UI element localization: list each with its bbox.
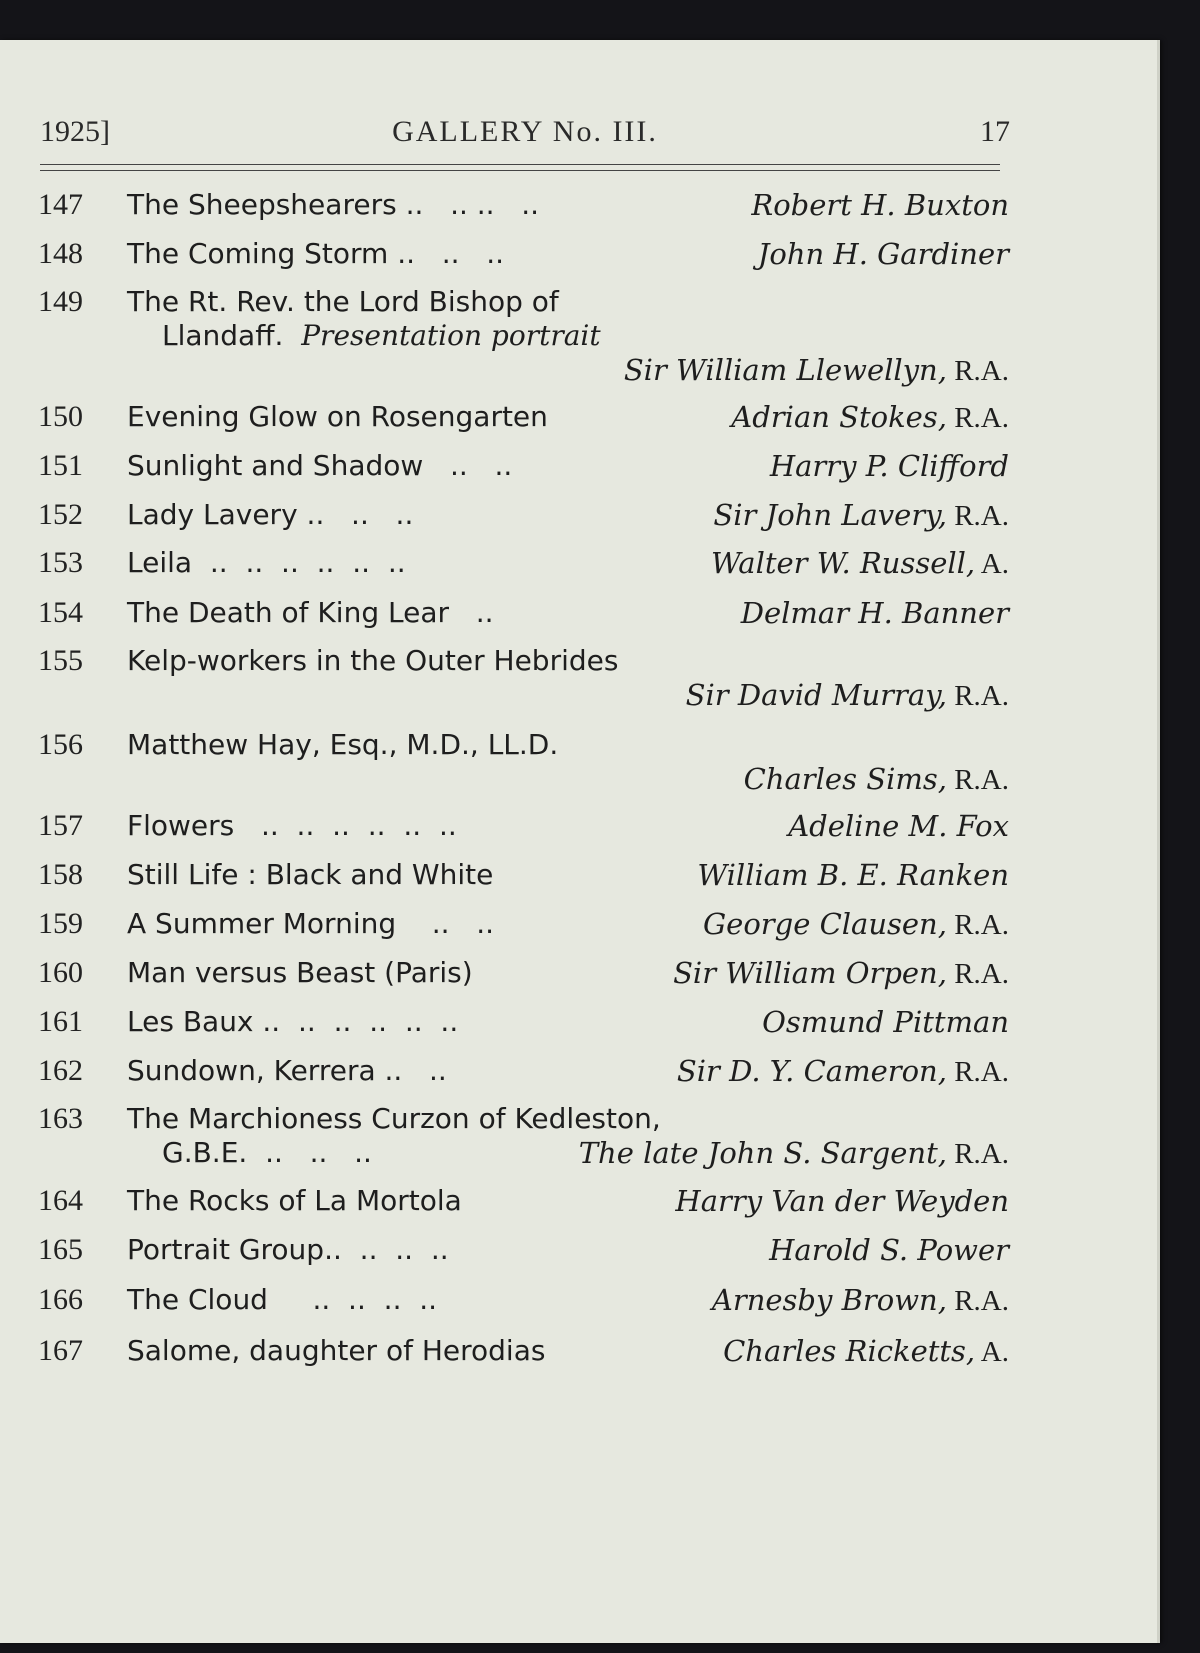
catalogue-list	[0, 40, 1157, 1643]
entry-title: Matthew Hay, Esq., M.D., LL.D.	[127, 728, 559, 761]
entry-number: 147	[38, 188, 83, 221]
entry-number: 162	[38, 1054, 83, 1087]
entry-number: 155	[38, 644, 83, 677]
entry-title: The Marchioness Curzon of Kedleston,	[127, 1102, 661, 1135]
entry-number: 166	[38, 1283, 83, 1316]
entry-title: Salome, daughter of Herodias	[127, 1334, 546, 1367]
entry-artist: John H. Gardiner	[757, 237, 1009, 271]
entry-artist: Sir David Murray, R.A.	[685, 678, 1009, 712]
entry-artist: Robert H. Buxton	[751, 188, 1009, 222]
entry-title-continuation: Llandaff. Presentation portrait	[162, 319, 601, 352]
entry-title: Still Life : Black and White	[127, 858, 494, 891]
entry-title: Leila .. .. .. .. .. ..	[127, 546, 406, 579]
entry-title: The Rocks of La Mortola	[127, 1184, 462, 1217]
page-number: 17	[980, 115, 1010, 148]
entry-title: The Coming Storm .. .. ..	[127, 237, 505, 270]
header-year: 1925]	[40, 115, 110, 148]
entry-title: The Cloud .. .. .. ..	[127, 1283, 438, 1316]
entry-number: 158	[38, 858, 83, 891]
entry-title: Portrait Group.. .. .. ..	[127, 1233, 449, 1266]
header-title: GALLERY No. III.	[392, 115, 658, 148]
entry-artist: Osmund Pittman	[762, 1005, 1009, 1039]
entry-number: 165	[38, 1233, 83, 1266]
entry-number: 148	[38, 237, 83, 270]
entry-artist: The late John S. Sargent, R.A.	[578, 1136, 1009, 1170]
entry-title: The Rt. Rev. the Lord Bishop of	[127, 285, 559, 318]
entry-title: Les Baux .. .. .. .. .. ..	[127, 1005, 459, 1038]
entry-number: 159	[38, 907, 83, 940]
entry-title: Man versus Beast (Paris)	[127, 956, 473, 989]
entry-artist: Sir William Llewellyn, R.A.	[623, 353, 1009, 387]
entry-title: Kelp-workers in the Outer Hebrides	[127, 644, 619, 677]
entry-artist: Adeline M. Fox	[788, 809, 1009, 843]
entry-artist: Sir John Lavery, R.A.	[713, 498, 1009, 532]
entry-number: 150	[38, 400, 83, 433]
entry-artist: William B. E. Ranken	[697, 858, 1009, 892]
entry-title: Sundown, Kerrera .. ..	[127, 1054, 447, 1087]
entry-number: 151	[38, 449, 83, 482]
entry-number: 160	[38, 956, 83, 989]
entry-number: 153	[38, 546, 83, 579]
entry-number: 164	[38, 1184, 83, 1217]
entry-artist: Charles Ricketts, A.	[723, 1334, 1009, 1368]
entry-title: A Summer Morning .. ..	[127, 907, 495, 940]
entry-title: Sunlight and Shadow .. ..	[127, 449, 513, 482]
entry-title: The Sheepshearers .. .. .. ..	[127, 188, 540, 221]
entry-artist: Harry Van der Weyden	[675, 1184, 1009, 1218]
entry-artist: Harold S. Power	[769, 1233, 1009, 1267]
entry-number: 161	[38, 1005, 83, 1038]
entry-artist: Arnesby Brown, R.A.	[711, 1283, 1009, 1317]
entry-title-continuation: G.B.E. .. .. ..	[162, 1136, 372, 1169]
catalogue-page	[0, 40, 1160, 1643]
entry-number: 149	[38, 285, 83, 318]
entry-title: Flowers .. .. .. .. .. ..	[127, 809, 457, 842]
entry-number: 167	[38, 1334, 83, 1367]
entry-title: Lady Lavery .. .. ..	[127, 498, 414, 531]
entry-number: 163	[38, 1102, 83, 1135]
entry-artist: Walter W. Russell, A.	[711, 546, 1009, 580]
entry-title: The Death of King Lear ..	[127, 596, 494, 629]
entry-artist: Harry P. Clifford	[769, 449, 1009, 483]
entry-number: 152	[38, 498, 83, 531]
entry-artist: Delmar H. Banner	[740, 596, 1009, 630]
entry-number: 157	[38, 809, 83, 842]
entry-artist: George Clausen, R.A.	[702, 907, 1009, 941]
entry-artist: Sir D. Y. Cameron, R.A.	[676, 1054, 1009, 1088]
entry-artist: Charles Sims, R.A.	[743, 762, 1009, 796]
entry-artist: Sir William Orpen, R.A.	[673, 956, 1009, 990]
entry-number: 154	[38, 596, 83, 629]
entry-number: 156	[38, 728, 83, 761]
entry-title: Evening Glow on Rosengarten	[127, 400, 548, 433]
entry-artist: Adrian Stokes, R.A.	[731, 400, 1009, 434]
